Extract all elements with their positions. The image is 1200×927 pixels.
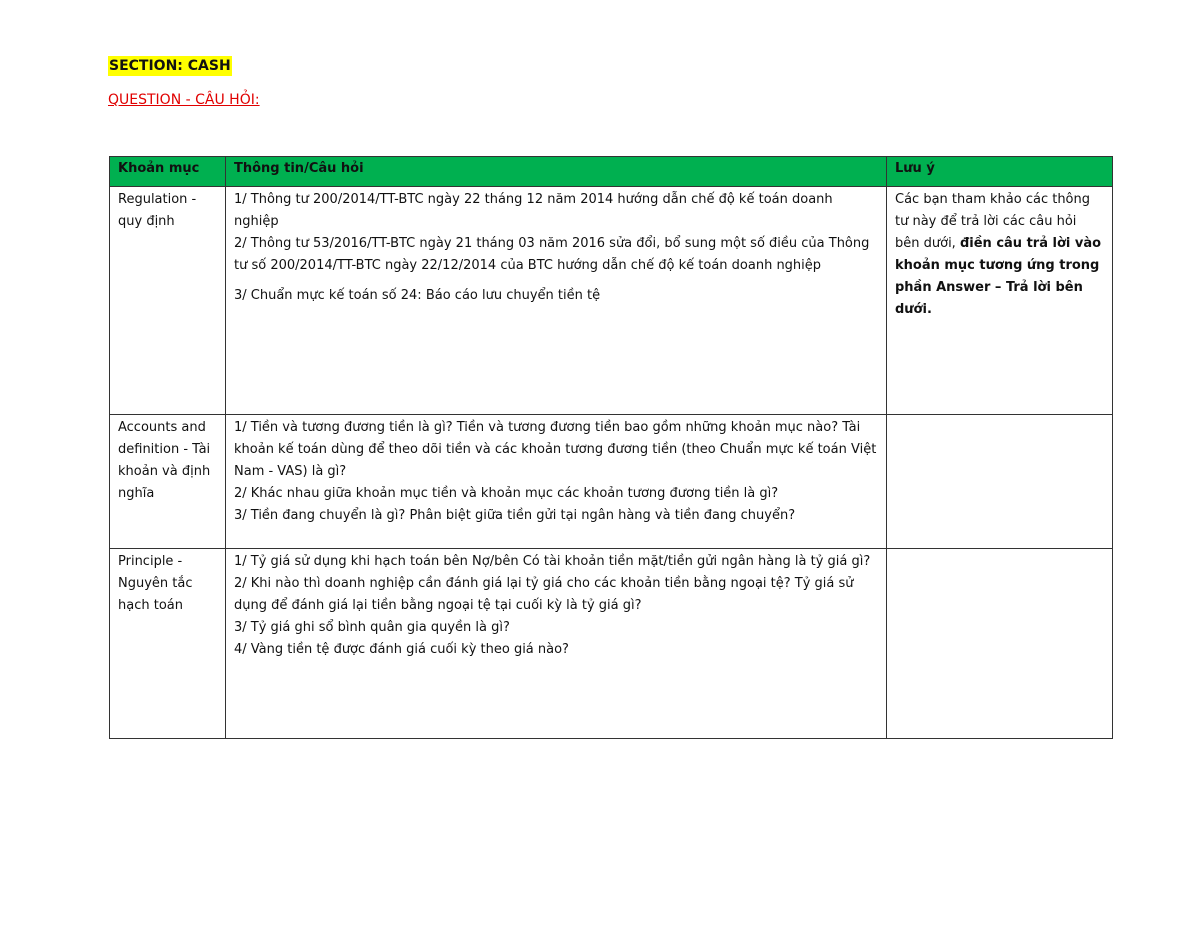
info-line: 3/ Tỷ giá ghi sổ bình quân gia quyền là gì? [234,620,510,635]
note-plain: Các bạn tham khảo các thông tư này để trả lời các câu hỏi bên dưới, [895,192,1091,251]
row-item-regulation: Regulation - quy định [110,187,226,415]
row-info-regulation [226,187,887,415]
table-row [110,549,1113,739]
header-note: Lưu ý [887,157,1113,187]
info-line: 2/ Khác nhau giữa khoản mục tiền và khoản mục các khoản tương đương tiền là gì? [234,486,779,501]
info-line: 4/ Vàng tiền tệ được đánh giá cuối kỳ theo giá nào? [234,642,569,657]
row-item-principle: Principle - Nguyên tắc hạch toán [110,549,226,739]
section-title: SECTION: CASH [109,58,231,74]
info-line: 1/ Tỷ giá sử dụng khi hạch toán bên Nợ/bên Có tài khoản tiền mặt/tiền gửi ngân hàng là tỷ giá gì? [234,554,871,569]
header-info: Thông tin/Câu hỏi [226,157,887,187]
header-item: Khoản mục [110,157,226,187]
info-line: 1/ Thông tư 200/2014/TT-BTC ngày 22 tháng 12 năm 2014 hướng dẫn chế độ kế toán doanh nghiệp [234,192,833,229]
note-bold: điền câu trả lời vào khoản mục tương ứng trong phần Answer – Trả lời bên dưới. [895,236,1102,317]
questions-table [109,156,1113,739]
table-row [110,187,1113,415]
table-header-row [110,157,1113,187]
row-info-principle [226,549,887,739]
row-info-accounts [226,415,887,549]
info-line: 2/ Khi nào thì doanh nghiệp cần đánh giá lại tỷ giá cho các khoản tiền bằng ngoại tệ? Tỷ giá sử dụng để đánh giá lại tiền bằng ngoại tệ tại cuối kỳ là tỷ giá gì? [234,576,854,613]
info-line: 3/ Tiền đang chuyển là gì? Phân biệt giữa tiền gửi tại ngân hàng và tiền đang chuyển? [234,508,796,523]
info-line: 3/ Chuẩn mực kế toán số 24: Báo cáo lưu chuyển tiền tệ [234,288,601,303]
row-note-accounts [887,415,1113,549]
question-title: QUESTION - CÂU HỎI: [108,92,260,108]
row-item-accounts: Accounts and definition - Tài khoản và định nghĩa [110,415,226,549]
table-row [110,415,1113,549]
row-note-principle [887,549,1113,739]
row-note-regulation [887,187,1113,415]
info-line: 1/ Tiền và tương đương tiền là gì? Tiền và tương đương tiền bao gồm những khoản mục nào? Tài khoản kế toán dùng để theo dõi tiền và các khoản tương đương tiền (theo Chuẩn mực kế toán Việt Nam - VAS) là gì? [234,420,877,479]
info-line: 2/ Thông tư 53/2016/TT-BTC ngày 21 tháng 03 năm 2016 sửa đổi, bổ sung một số điều của Thông tư số 200/2014/TT-BTC ngày 22/12/2014 của BTC hướng dẫn chế độ kế toán doanh nghiệp [234,236,870,273]
